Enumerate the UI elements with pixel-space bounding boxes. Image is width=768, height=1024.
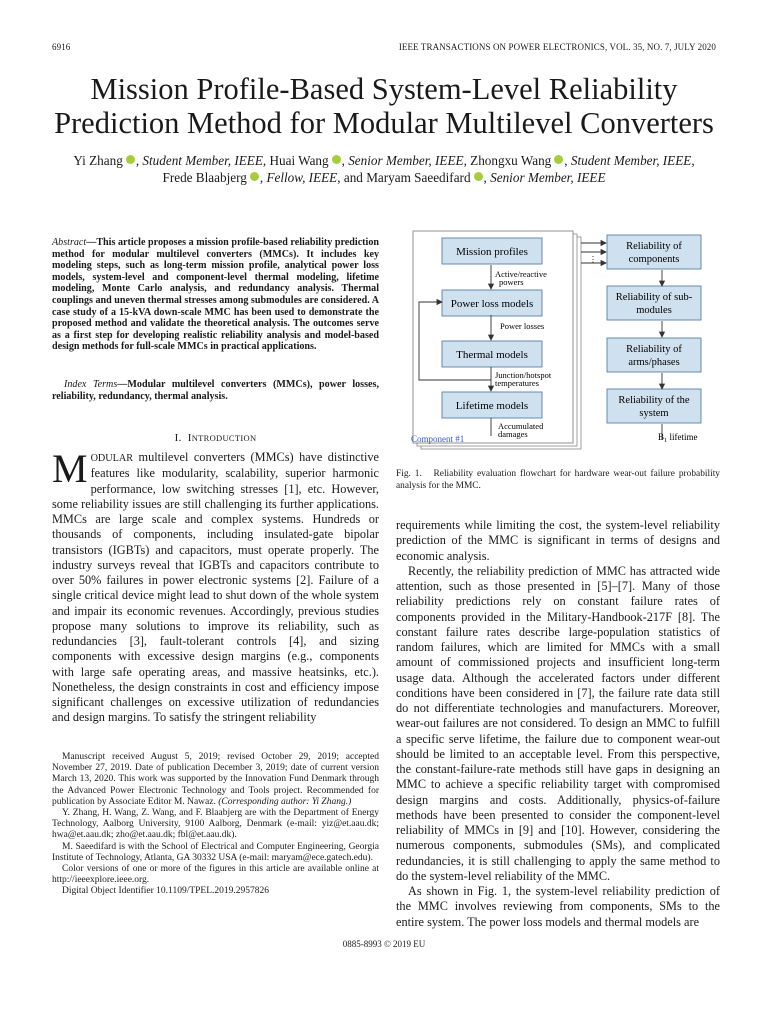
copyright-line: 0885-8993 © 2019 EU: [342, 939, 426, 949]
label-damages: damages: [498, 429, 528, 439]
index-terms: Index Terms—Modular multilevel converters (MMCs), power losses, reliability, redundancy, thermal analysis.: [52, 379, 379, 402]
flow-box-right-label: arms/phases: [628, 357, 680, 368]
figure-1-flowchart: [405, 230, 723, 465]
flow-box-right-label: Reliability of the: [618, 395, 690, 406]
paragraph: requirements while limiting the cost, the system-level reliability prediction of the MMC is significant in terms of designs and economic analysis.: [396, 518, 720, 563]
flow-box-right-label: modules: [636, 305, 672, 316]
author-role: Senior Member, IEEE: [490, 170, 606, 185]
index-terms-text: Modular multilevel converters (MMCs), power losses, reliability, redundancy, thermal analysis.: [52, 379, 379, 402]
author-role: Student Member, IEEE: [142, 153, 263, 168]
abstract: Abstract—This article proposes a mission profile-based reliability prediction method for modular multilevel converters (MMCs). It includes key modeling steps, such as long-term mission profile, analytical power loss models, system-level and component-level thermal modeling, lifetime modeling, Monte Carlo analysis, and redundancy analysis. Thermal couplings and uneven thermal stresses among submodules are considered. A case study of a 15-kVA down-scale MMC has been used to demonstrate the proposed method and validate the theoretical analysis. The outcomes serve as a first step for developing realistic reliability analysis and model-based design methods for full-scale MMCs in practical applications.: [52, 237, 379, 353]
abstract-label: Abstract: [52, 237, 87, 248]
orcid-icon[interactable]: [332, 155, 341, 164]
section-heading: I. INTRODUCTION: [174, 432, 257, 444]
author-list: Yi Zhang , Student Member, IEEE, Huai Wang , Senior Member, IEEE, Zhongxu Wang , Student Member, IEEE, Frede Blaabjerg , Fellow, IEEE, and Maryam Saeedifard , Senior Member, IEEE: [73, 153, 695, 185]
drop-cap: M: [52, 446, 88, 491]
flow-box-left-label: Thermal models: [456, 349, 528, 361]
label-powers: powers: [499, 277, 524, 287]
component-label: Component #1: [411, 434, 465, 444]
page-number: 6916: [52, 42, 71, 52]
index-terms-label: Index Terms: [64, 379, 118, 390]
right-column-text: [396, 518, 720, 930]
abstract-text: This article proposes a mission profile-based reliability prediction method for modular multilevel converters (MMCs). It includes key modeling steps, such as long-term mission profile, analytical power loss models, system-level and component-level thermal modeling, lifetime modeling, Monte Carlo analysis, and redundancy analysis. Thermal couplings and uneven thermal stresses among submodules are considered. A case study of a 15-kVA down-scale MMC has been used to demonstrate the proposed method and validate the theoretical analysis. The outcomes serve as a first step for developing realistic reliability analysis and model-based design methods for full-scale MMCs in practical applications.: [52, 237, 379, 353]
footnote-received: Manuscript received August 5, 2019; revised October 29, 2019; accepted November 27, 2019. Date of publication December 3, 2019; date of current version March 13, 2020. This work was supported by the Innovation Fund Denmark through the Advanced Power Electronic Technology and Tools project. Recommended for publication by Associate Editor M. Nawaz. (Corresponding author: Yi Zhang.): [52, 752, 379, 807]
paper-title: Mission Profile-Based System-Level Reliability Prediction Method for Modular Multilevel Converters: [54, 72, 714, 140]
footnotes: [52, 752, 379, 898]
flow-box-right-label: Reliability of: [626, 344, 682, 355]
orcid-icon[interactable]: [250, 172, 259, 181]
author-role: Student Member, IEEE: [570, 153, 692, 168]
paragraph: As shown in Fig. 1, the system-level reliability prediction of the MMC involves reviewing from components, SMs to the entire system. The power loss models and thermal models are: [396, 884, 720, 929]
flow-box-left-label: Mission profiles: [456, 246, 528, 258]
label-temperatures: temperatures: [495, 378, 539, 388]
author-name: Maryam Saeedifard: [366, 170, 471, 185]
flow-box-right-label: Reliability of sub-: [615, 292, 693, 303]
footnote-affiliation: M. Saeedifard is with the School of Electrical and Computer Engineering, Georgia Institute of Technology, Atlanta, GA 30332 USA (e-mail: maryam@ece.gatech.edu).: [52, 841, 379, 863]
label-active-reactive: Active/reactive: [495, 269, 547, 279]
label-power-losses: Power losses: [500, 321, 545, 331]
author-role: Senior Member, IEEE: [348, 153, 464, 168]
footnote-color: Color versions of one or more of the figures in this article are available online at http://ieeexplore.ieee.org.: [52, 864, 379, 886]
footnote-affiliation: Y. Zhang, H. Wang, Z. Wang, and F. Blaabjerg are with the Department of Energy Technology, Aalborg University, 9100 Aalborg, Denmark (e-mail: yiz@et.aau.dk; hwa@et.aau.dk; zho@et.aau.dk; fbl@et.aau.dk).: [52, 808, 379, 841]
b1-lifetime-label: $B_1$ lifetime: [658, 432, 698, 444]
orcid-icon[interactable]: [126, 155, 135, 164]
author-name: Yi Zhang: [73, 153, 123, 168]
orcid-icon[interactable]: [554, 155, 563, 164]
author-role: Fellow, IEEE: [266, 170, 338, 185]
flow-box-right-label: system: [639, 408, 669, 419]
ellipsis: ⋮: [589, 255, 597, 264]
flow-box-right-label: Reliability of: [626, 241, 682, 252]
author-name: Huai Wang: [269, 153, 329, 168]
flow-box-left-label: Power loss models: [450, 298, 534, 310]
label-accumulated: Accumulated: [498, 421, 544, 431]
author-name: Zhongxu Wang: [470, 153, 552, 168]
paragraph: Recently, the reliability prediction of MMC has attracted wide attention, such as those presented in [5]–[7]. Many of those reliability predictions rely on constant failure rates of components provided in the Military-Handbook-217F [8]. The constant failure rates describe large-population statistics of random failures, which are limited for MMCs with a small amount of commissioned projects and insufficient long-term usage data. Although the accelerated factors under different conditions have been considered in [7], the failure rate data still do not differentiate technologies and manufacturers. Moreover, wear-out failures are not considered. To design an MMC to fulfill a specific serve lifetime, the failure due to component wear-out should be limited to an acceptable level. From this perspective, the constant-failure-rate methods still have gaps in designing an MMC to achieve a specific reliability target with compromised design margins and costs. Additionally, physics-of-failure methods have been presented to consider the component-level reliability of MMCs in [9] and [10]. However, considering the numerous components, submodules (SMs), and complicated redundancies, it is still challenging to apply the same method to do the system-level reliability of the MMC.: [396, 563, 720, 883]
author-name: Frede Blaabjerg: [162, 170, 247, 185]
intro-paragraph: MODULAR multilevel converters (MMCs) have distinctive features like modularity, scalability, superior harmonic performance, low switching stresses [1], etc. However, some reliability issues are still challenging its further applications. MMCs are large scale and complex systems. Hundreds or thousands of components, including insulated-gate bipolar transistors (IGBTs) and capacitors, must operate properly. The industry surveys reveal that IGBTs and capacitors contribute to over 50% failures in power electronic systems [2]. Failure of a single critical device might lead to shut down of the whole system and impair its economic revenues. Accordingly, previous studies propose many solutions to improve its reliability, such as redundancies [3], fault-tolerant controls [4], and sizing components with excessive design margins (e.g., components with large safe operating areas, and massive heatsinks, etc.). Nonetheless, the design constraints in cost and efficiency impose significant challenges on excessive utilization of redundancies and design margins. To satisfy the stringent reliability: [52, 446, 379, 725]
flow-box-left-label: Lifetime models: [455, 400, 529, 412]
flowchart-svg: [405, 230, 723, 465]
orcid-icon[interactable]: [474, 172, 483, 181]
flow-box-right-label: components: [628, 254, 680, 265]
journal-header: IEEE TRANSACTIONS ON POWER ELECTRONICS, VOL. 35, NO. 7, JULY 2020: [398, 42, 716, 52]
footnote-doi: Digital Object Identifier 10.1109/TPEL.2019.2957826: [62, 886, 270, 897]
label-junction: Junction/hotspot: [495, 370, 552, 380]
figure-caption: Fig. 1. Reliability evaluation flowchart for hardware wear-out failure probability analysis for the MMC.: [396, 469, 720, 491]
